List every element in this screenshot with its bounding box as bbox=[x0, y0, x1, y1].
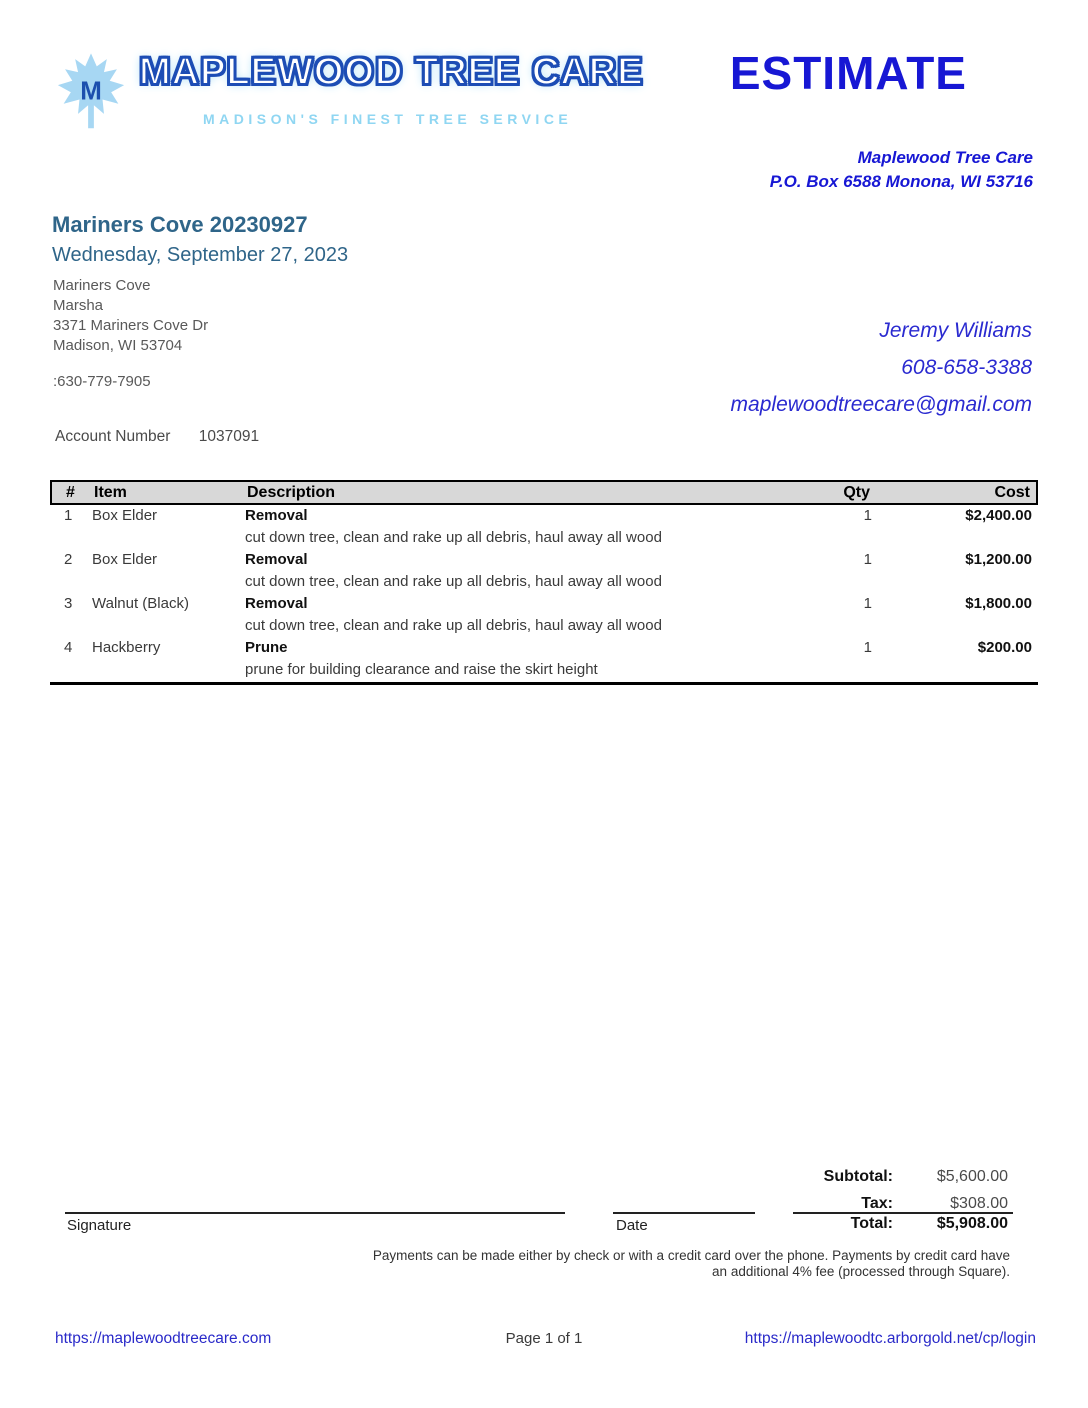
footer-portal-link[interactable]: https://maplewoodtc.arborgold.net/cp/login bbox=[744, 1330, 1036, 1347]
customer-address-block bbox=[53, 276, 208, 356]
subtotal-value: $5,600.00 bbox=[936, 1167, 1008, 1185]
row-qty: 1 bbox=[863, 551, 872, 568]
table-row bbox=[50, 593, 1038, 615]
subtotal-row bbox=[743, 1163, 1008, 1190]
tax-value: $308.00 bbox=[950, 1194, 1008, 1212]
row-service: Removal bbox=[245, 595, 308, 612]
total-row bbox=[743, 1215, 1008, 1233]
row-number: 4 bbox=[64, 639, 73, 656]
document-title: ESTIMATE bbox=[729, 47, 967, 99]
payment-note-line2: an additional 4% fee (processed through Square). bbox=[712, 1264, 1010, 1279]
date-label: Date bbox=[616, 1217, 648, 1234]
account-number-label: Account Number bbox=[55, 428, 171, 445]
col-header-number: # bbox=[66, 483, 75, 501]
row-cost: $200.00 bbox=[977, 639, 1032, 656]
table-row-detail bbox=[50, 527, 1038, 549]
totals-block bbox=[743, 1163, 1008, 1217]
row-number: 3 bbox=[64, 595, 73, 612]
col-header-item: Item bbox=[94, 483, 127, 501]
page-number: Page 1 of 1 bbox=[505, 1330, 583, 1347]
signature-label: Signature bbox=[67, 1217, 132, 1234]
table-row-detail bbox=[50, 659, 1038, 681]
row-service: Removal bbox=[245, 507, 308, 524]
customer-contact-name: Marsha bbox=[53, 297, 104, 314]
company-name: Maplewood Tree Care bbox=[857, 148, 1033, 167]
row-number: 2 bbox=[64, 551, 73, 568]
table-bottom-rule bbox=[50, 682, 1038, 685]
col-header-qty: Qty bbox=[843, 483, 870, 501]
arborist-phone: 608-658-3388 bbox=[901, 356, 1032, 379]
row-detail-text: cut down tree, clean and rake up all debris, haul away all wood bbox=[245, 617, 662, 634]
table-row-detail bbox=[50, 615, 1038, 637]
table-header-row bbox=[50, 480, 1038, 505]
col-header-description: Description bbox=[247, 483, 336, 501]
subtotal-label: Subtotal: bbox=[823, 1167, 893, 1185]
brand-name: MAPLEWOOD TREE CARE bbox=[139, 51, 644, 93]
job-title: Mariners Cove 20230927 bbox=[52, 212, 308, 237]
tax-label: Tax: bbox=[861, 1194, 893, 1212]
table-row-detail bbox=[50, 571, 1038, 593]
svg-text:M: M bbox=[80, 77, 102, 106]
row-detail-text: cut down tree, clean and rake up all debris, haul away all wood bbox=[245, 573, 662, 590]
row-qty: 1 bbox=[863, 639, 872, 656]
col-header-cost: Cost bbox=[994, 483, 1030, 501]
row-cost: $1,200.00 bbox=[965, 551, 1032, 568]
row-qty: 1 bbox=[863, 595, 872, 612]
total-rule bbox=[793, 1212, 1013, 1214]
customer-street: 3371 Mariners Cove Dr bbox=[53, 317, 209, 334]
row-service: Prune bbox=[245, 639, 288, 656]
payment-note-line1: Payments can be made either by check or with a credit card over the phone. Payments by credit card have bbox=[372, 1248, 1010, 1263]
customer-name: Mariners Cove bbox=[53, 277, 151, 294]
job-date: Wednesday, September 27, 2023 bbox=[52, 244, 349, 266]
row-qty: 1 bbox=[863, 507, 872, 524]
line-items-table bbox=[50, 480, 1038, 685]
payment-note bbox=[310, 1248, 1010, 1280]
account-number-row bbox=[55, 428, 259, 446]
arborist-name: Jeremy Williams bbox=[879, 319, 1032, 342]
account-number-value: 1037091 bbox=[198, 428, 260, 445]
brand-tagline: MADISON'S FINEST TREE SERVICE bbox=[203, 111, 573, 127]
table-row bbox=[50, 505, 1038, 527]
row-item: Box Elder bbox=[92, 551, 158, 568]
row-service: Removal bbox=[245, 551, 308, 568]
signature-line[interactable] bbox=[65, 1212, 565, 1214]
company-address-block bbox=[770, 146, 1033, 194]
row-number: 1 bbox=[64, 507, 73, 524]
company-po-box: P.O. Box 6588 Monona, WI 53716 bbox=[769, 172, 1033, 191]
total-label: Total: bbox=[850, 1215, 893, 1232]
maple-leaf-icon bbox=[55, 47, 127, 139]
customer-phone: :630-779-7905 bbox=[53, 373, 151, 390]
row-item: Walnut (Black) bbox=[92, 595, 189, 612]
customer-city-state: Madison, WI 53704 bbox=[53, 337, 183, 354]
row-cost: $1,800.00 bbox=[965, 595, 1032, 612]
table-row bbox=[50, 549, 1038, 571]
arborist-email[interactable]: maplewoodtreecare@gmail.com bbox=[730, 393, 1032, 416]
date-line[interactable] bbox=[613, 1212, 755, 1214]
row-item: Hackberry bbox=[92, 639, 161, 656]
row-detail-text: cut down tree, clean and rake up all debris, haul away all wood bbox=[245, 529, 662, 546]
total-value: $5,908.00 bbox=[936, 1215, 1008, 1232]
footer-website-link[interactable]: https://maplewoodtreecare.com bbox=[55, 1330, 272, 1347]
row-cost: $2,400.00 bbox=[965, 507, 1032, 524]
row-item: Box Elder bbox=[92, 507, 158, 524]
table-row bbox=[50, 637, 1038, 659]
arborist-contact-block bbox=[731, 312, 1032, 423]
row-detail-text: prune for building clearance and raise the skirt height bbox=[245, 661, 598, 678]
